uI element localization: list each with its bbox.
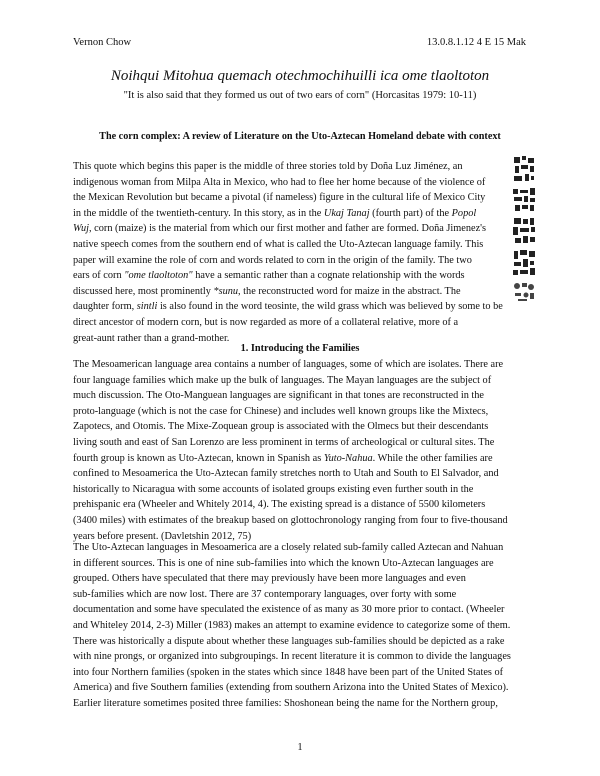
text-line: grouped. Others have speculated that there may previously have been more languages and even — [73, 573, 466, 585]
text-line: in the middle of the twentieth-century. In this story, as in the Ukaj Tanaj (fourth part) of the Popol — [73, 207, 477, 219]
text-line: Wuj, corn (maize) is the material from which our first mother and father are formed. Doña Jimenez's — [73, 223, 487, 235]
paper-subtitle: "It is also said that they formed us out of two ears of corn" (Horcasitas 1979: 10-11) — [123, 90, 477, 101]
text-line: America) and five Southern families (extending from southern Arizona into the United States of Mexico). — [73, 682, 509, 694]
mesoamerican-glyph-icon — [512, 155, 536, 183]
intro-paragraph — [73, 159, 513, 346]
text-line: much discussion. The Oto-Manguean languages are significant in that tones are reconstructed in the — [73, 390, 484, 402]
text-line: fourth group is known as Uto-Aztecan, known in Spanish as Yuto-Nahua. While the other families are — [73, 452, 493, 464]
mesoamerican-glyph-icon — [512, 281, 536, 303]
text-line: years before present. (Davletshin 2012, 75) — [73, 530, 252, 542]
text-line: Earlier literature sometimes posited three families: Shoshonean being the name for the Northern group, — [73, 697, 498, 709]
text-line: indigenous woman from Milpa Alta in Mexico, who had to flee her home because of the violence of — [73, 176, 486, 188]
text-line: (3400 miles) with estimates of the breakup based on glottochronology ranging from four to five-thousand — [73, 514, 508, 526]
text-line: This quote which begins this paper is the middle of three stories told by Doña Luz Jiménez, an — [73, 161, 463, 172]
mesoamerican-glyph-icon — [512, 187, 536, 213]
text-line: confined to Mesoamerica the Uto-Aztecan family stretches north to Utah and South to El Salvador, and — [73, 468, 499, 480]
text-line: proto-language (which is not the case for Chinese) and includes well known groups like the Mixtecs, — [73, 405, 489, 417]
text-line: living south and east of San Lorenzo are less prominent in terms of archeological or cultural sites. The — [73, 436, 495, 448]
text-line: There was historically a dispute about whether these languages sub-families should be depicted as a rake — [73, 635, 505, 647]
text-line: the Mexican Revolution but became a pivotal (if nameless) figure in the cultural life of Mexico City — [73, 192, 486, 204]
text-line: great-aunt rather than a grand-mother. — [73, 332, 230, 344]
header-course: 13.0.8.1.12 4 E 15 Mak — [426, 37, 526, 48]
text-line: in different sources. This is one of nine sub-families into which the known Uto-Aztecan languages are — [73, 557, 494, 569]
text-line: Zapotecs, and Otomis. The Mixe-Zoquean group is associated with the Olmecs but their descendants — [73, 421, 489, 433]
uto-aztecan-paragraph — [73, 540, 533, 712]
text-line: into four Northern families (spoken in the states which since 1848 have been part of the United States of — [73, 666, 504, 678]
text-line: The Uto-Aztecan languages in Mesoamerica are a closely related sub-family called Aztecan and Nahuan — [73, 542, 504, 553]
text-line: The Mesoamerican language area contains a number of languages, some of which are isolates. There are — [73, 359, 504, 370]
text-line: prehispanic era (Wheeler and Whitely 2014, 4). The existing spread is a distance of 5500 kilometers — [73, 499, 486, 511]
text-line: with nine prongs, or organized into subgroupings. In recent literature it is common to divide the languages — [73, 651, 511, 663]
heading-introducing-families: 1. Introducing the Families — [240, 343, 360, 354]
header-author: Vernon Chow — [73, 37, 132, 48]
text-line: native speech comes from the southern end of what is called the Uto-Aztecan language family. This — [73, 238, 484, 250]
mesoamerican-glyph-icon — [512, 249, 536, 277]
families-paragraph — [73, 357, 533, 544]
text-line: ears of corn "ome tlaoltoton" have a semantic rather than a cognate relationship with the words — [73, 270, 465, 282]
text-line: and Whiteley 2014, 2-3) Miller (1983) makes an attempt to examine evidence to categorize some of them. — [73, 619, 511, 631]
glyph-column — [512, 155, 542, 307]
text-line: discussed here, most prominently *sunu, the reconstructed word for maize in the abstract. The — [73, 285, 461, 297]
text-line: direct ancestor of modern corn, but is now regarded as more of a collateral relative, more of a — [73, 316, 459, 328]
text-line: historically to Nicaragua with some accounts of isolated groups existing even further south in the — [73, 483, 474, 495]
mesoamerican-glyph-icon — [512, 217, 536, 245]
text-line: sub-families which are now lost. There are 37 contemporary languages, over forty with some — [73, 588, 457, 600]
paper-title: Noihqui Mitohua quemach otechmochihuilli ica ome tlaoltoton — [110, 68, 490, 84]
section-title: The corn complex: A review of Literature on the Uto-Aztecan Homeland debate with context — [99, 131, 501, 142]
text-line: four language families which make up the bulk of languages. The Mayan languages are the subject of — [73, 374, 492, 386]
text-line: paper will examine the role of corn and words related to corn in the origin of the family. The two — [73, 254, 472, 266]
page-number: 1 — [297, 742, 303, 753]
text-line: daughter form, sintli is also found in the word teosinte, the wild grass which was believed by some to be — [73, 301, 503, 313]
text-line: documentation and some have speculated the existence of as many as 30 more prior to contact. (Wheeler — [73, 604, 505, 616]
